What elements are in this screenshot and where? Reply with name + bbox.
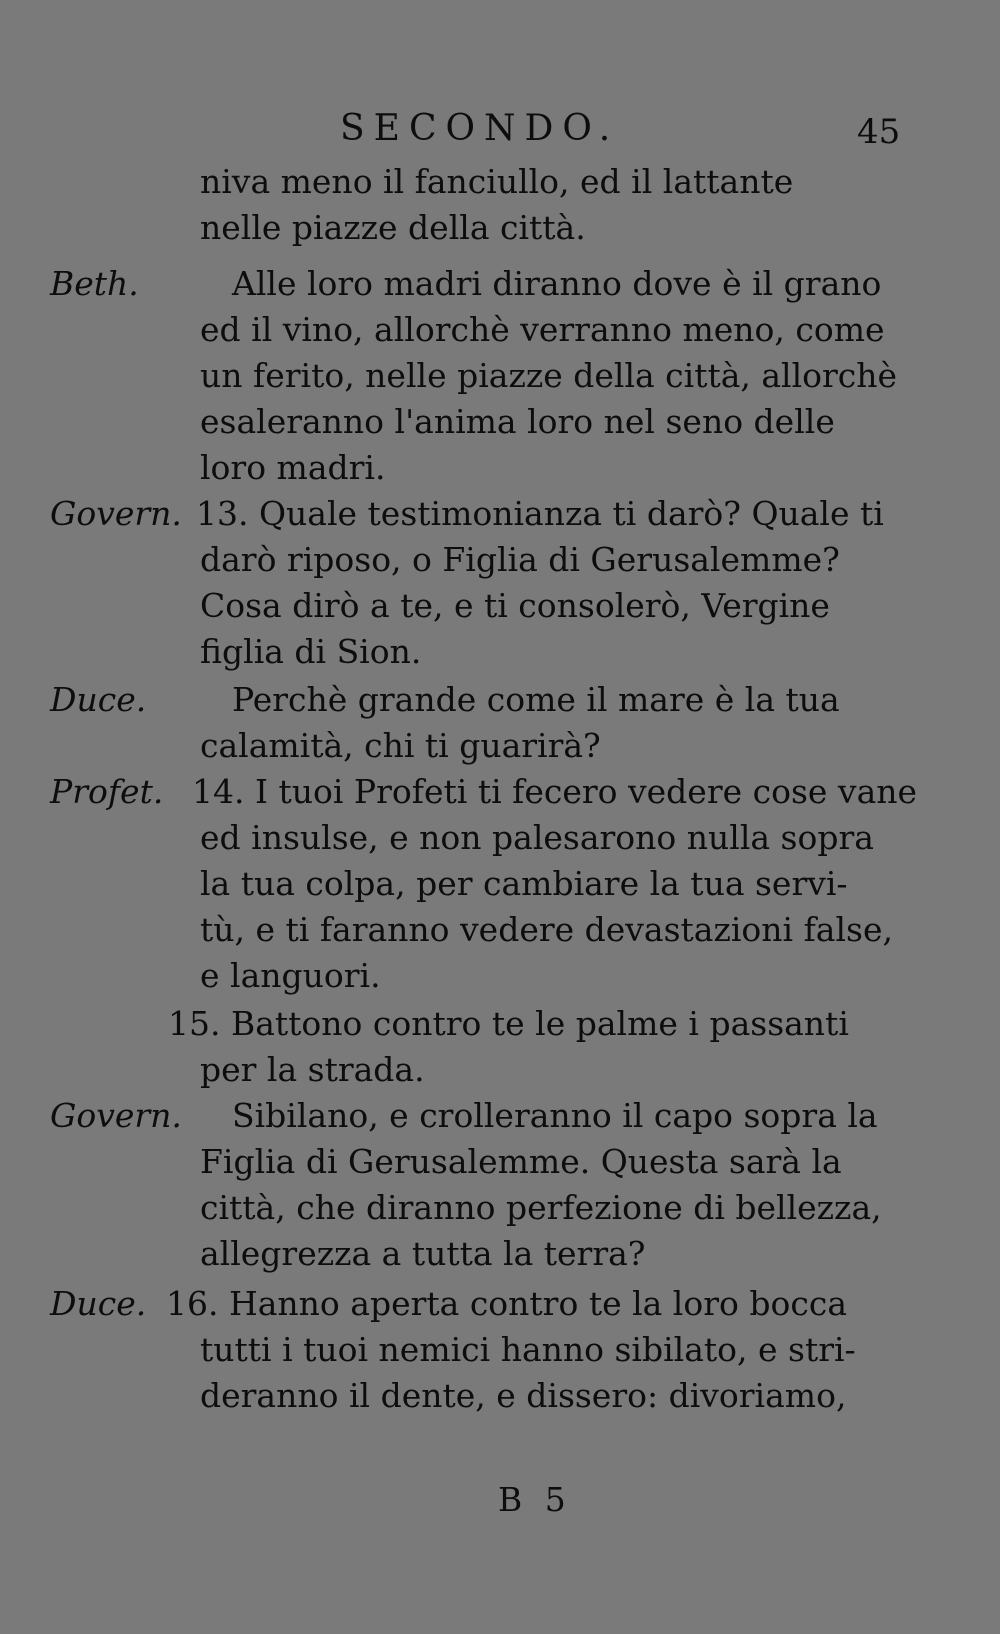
speaker-label-govern: Govern.	[50, 1096, 182, 1135]
text-line: Perchè grande come il mare è la tua	[232, 680, 840, 719]
text-line: un ferito, nelle piazze della città, allorchè	[200, 356, 898, 395]
text-line: deranno il dente, e dissero: divoriamo,	[200, 1376, 847, 1415]
text-line: la tua colpa, per cambiare la tua servi-	[200, 864, 848, 903]
speaker-label-profet: Profet.	[50, 772, 164, 811]
text-line: loro madri.	[200, 448, 386, 487]
speaker-label-govern: Govern.	[50, 494, 182, 533]
text-line: esaleranno l'anima loro nel seno delle	[200, 402, 835, 441]
text-line: per la strada.	[200, 1050, 425, 1089]
text-line: tù, e ti faranno vedere devastazioni false,	[200, 910, 893, 949]
text-line: Cosa dirò a te, e ti consolerò, Vergine	[200, 586, 830, 625]
text-line: 16. Hanno aperta contro te la loro bocca	[166, 1284, 847, 1323]
text-line: ed insulse, e non palesarono nulla sopra	[200, 818, 874, 857]
page-number: 45	[857, 112, 901, 152]
text-line: niva meno il fanciullo, ed il lattante	[200, 162, 794, 201]
speaker-label-duce: Duce.	[50, 1284, 147, 1323]
text-line: allegrezza a tutta la terra?	[200, 1234, 646, 1273]
text-line: Figlia di Gerusalemme. Questa sarà la	[200, 1142, 842, 1181]
text-line: figlia di Sion.	[200, 632, 422, 671]
text-line: e languori.	[200, 956, 381, 995]
text-line: calamità, chi ti guarirà?	[200, 726, 601, 765]
text-line: Sibilano, e crolleranno il capo sopra la	[232, 1096, 878, 1135]
text-line: tutti i tuoi nemici hanno sibilato, e stri-	[200, 1330, 856, 1369]
text-line: 15. Battono contro te le palme i passanti	[168, 1004, 849, 1043]
running-header: SECONDO.	[340, 108, 620, 149]
signature-mark: B 5	[498, 1480, 572, 1519]
text-line: 14. I tuoi Profeti ti fecero vedere cose vane	[192, 772, 918, 811]
text-line: 13. Quale testimonianza ti darò? Quale ti	[196, 494, 884, 533]
text-line: Alle loro madri diranno dove è il grano	[232, 264, 882, 303]
speaker-label-duce: Duce.	[50, 680, 147, 719]
text-line: città, che diranno perfezione di bellezza,	[200, 1188, 882, 1227]
text-line: nelle piazze della città.	[200, 208, 586, 247]
speaker-label-beth: Beth.	[50, 264, 139, 303]
text-line: ed il vino, allorchè verranno meno, come	[200, 310, 885, 349]
text-line: darò riposo, o Figlia di Gerusalemme?	[200, 540, 840, 579]
